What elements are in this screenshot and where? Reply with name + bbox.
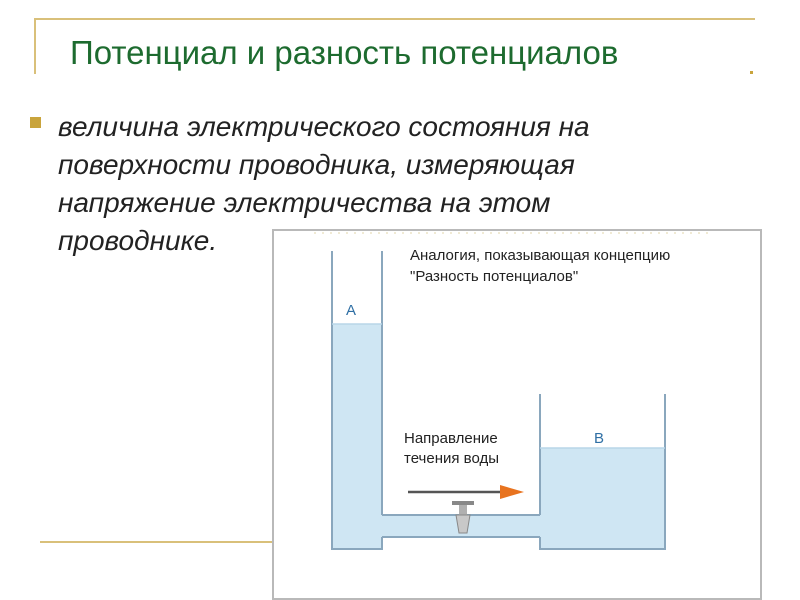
figure-caption-line2: "Разность потенциалов": [410, 268, 579, 285]
flow-direction-label-line2: течения воды: [404, 450, 500, 467]
flow-arrow-icon: [408, 485, 524, 499]
tank-b-label: B: [594, 430, 605, 447]
tank-b-water: [540, 448, 665, 549]
tank-a-label: A: [346, 302, 357, 319]
slide-title: Потенциал и разность потенциалов: [70, 34, 619, 71]
flow-direction-label-line1: Направление: [404, 430, 498, 447]
title-frame-left-line: [34, 18, 36, 74]
figure-footer-dots: [274, 231, 760, 235]
bullet-text: величина электрического состояния на поверхности проводника, измеряющая напряжение электричества на этом проводнике.: [58, 111, 590, 256]
flow-direction-label: [404, 429, 544, 469]
figure-caption: [410, 245, 750, 287]
title-frame-dot: [750, 71, 753, 74]
bullet-marker: [30, 117, 41, 128]
potential-difference-figure: [272, 229, 762, 600]
title-frame-top-line: [34, 18, 755, 20]
tank-a-water: [332, 324, 382, 549]
figure-caption-line1: Аналогия, показывающая концепцию: [410, 247, 671, 264]
